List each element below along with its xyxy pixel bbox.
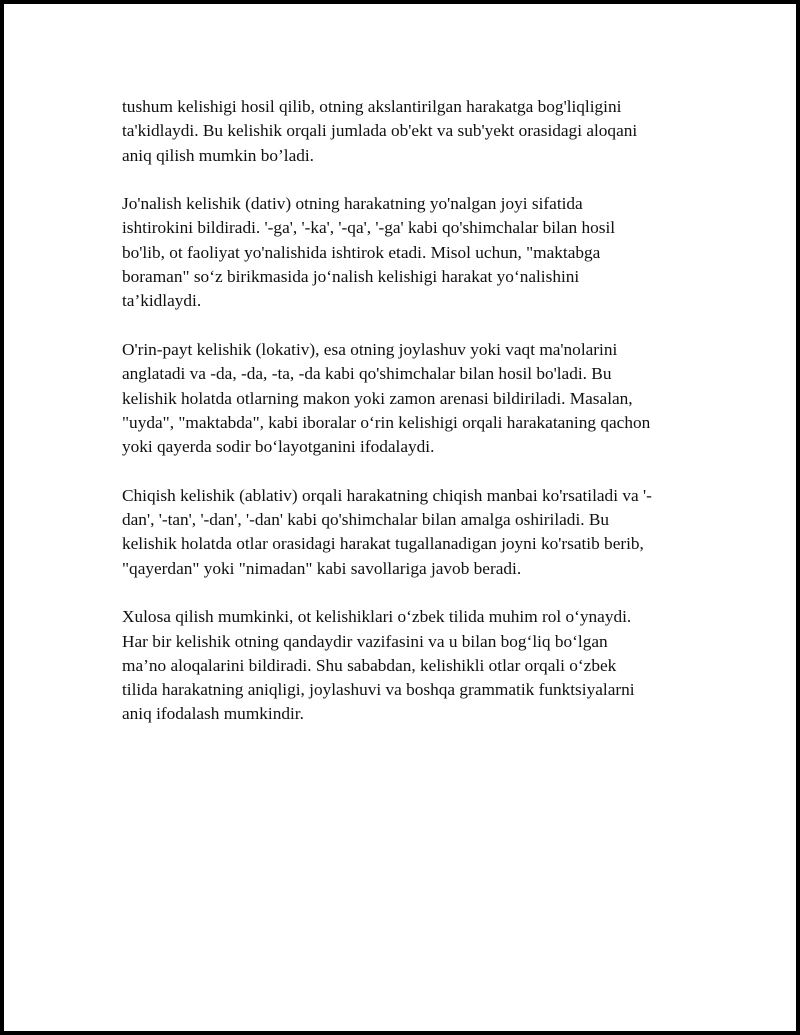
text-line: yoki qayerda sodir bo‘layotganini ifodalaydi. — [122, 437, 435, 457]
text-line: kelishik holatda otlar orasidagi harakat tugallanadigan joyni ko'rsatib berib, — [122, 534, 644, 554]
paragraph-xulosa — [122, 605, 702, 726]
text-line: anglatadi va -da, -da, -ta, -da kabi qo'shimchalar bilan hosil bo'ladi. Bu — [122, 364, 612, 384]
text-line: ta'kidlaydi. Bu kelishik orqali jumlada ob'ekt va sub'yekt orasidagi aloqani — [122, 121, 638, 141]
text-line: "qayerdan" yoki "nimadan" kabi savollariga javob beradi. — [122, 558, 522, 578]
text-line: ta’kidlaydi. — [122, 291, 202, 311]
text-line: dan', '-tan', '-dan', '-dan' kabi qo'shimchalar bilan amalga oshiriladi. Bu — [122, 510, 610, 530]
text-line: ma’no aloqalarini bildiradi. Shu sababdan, kelishikli otlar orqali o‘zbek — [122, 655, 617, 675]
document-body — [122, 95, 702, 751]
text-line: Chiqish kelishik (ablativ) orqali harakatning chiqish manbai ko'rsatiladi va '- — [122, 485, 652, 505]
text-line: boraman" so‘z birikmasida jo‘nalish kelishigi harakat yo‘nalishini — [122, 267, 580, 287]
text-line: ishtirokini bildiradi. '-ga', '-ka', '-qa', '-ga' kabi qo'shimchalar bilan hosil — [122, 218, 616, 238]
text-line: Har bir kelishik otning qandaydir vazifasini va u bilan bog‘liq bo‘lgan — [122, 631, 608, 651]
text-line: Jo'nalish kelishik (dativ) otning harakatning yo'nalgan joyi sifatida — [122, 194, 583, 214]
text-line: aniq ifodalash mumkindir. — [122, 704, 304, 724]
text-line: "uyda", "maktabda", kabi iboralar o‘rin kelishigi orqali harakataning qachon — [122, 412, 651, 432]
paragraph-jonalish — [122, 192, 702, 313]
paragraph-chiqish — [122, 484, 702, 581]
text-line: tilida harakatning aniqligi, joylashuvi va boshqa grammatik funktsiyalarni — [122, 680, 635, 700]
paragraph-tushum — [122, 95, 702, 168]
text-line: O'rin-payt kelishik (lokativ), esa otning joylashuv yoki vaqt ma'nolarini — [122, 339, 618, 359]
text-line: bo'lib, ot faoliyat yo'nalishida ishtirok etadi. Misol uchun, "maktabga — [122, 242, 601, 262]
text-line: tushum kelishigi hosil qilib, otning akslantirilgan harakatga bog'liqligini — [122, 97, 622, 116]
text-line: kelishik holatda otlarning makon yoki zamon arenasi bildiriladi. Masalan, — [122, 388, 633, 408]
text-line: aniq qilish mumkin bo’ladi. — [122, 145, 315, 165]
paragraph-orin-payt — [122, 338, 702, 459]
text-line: Xulosa qilish mumkinki, ot kelishiklari o‘zbek tilida muhim rol o‘ynaydi. — [122, 607, 632, 627]
